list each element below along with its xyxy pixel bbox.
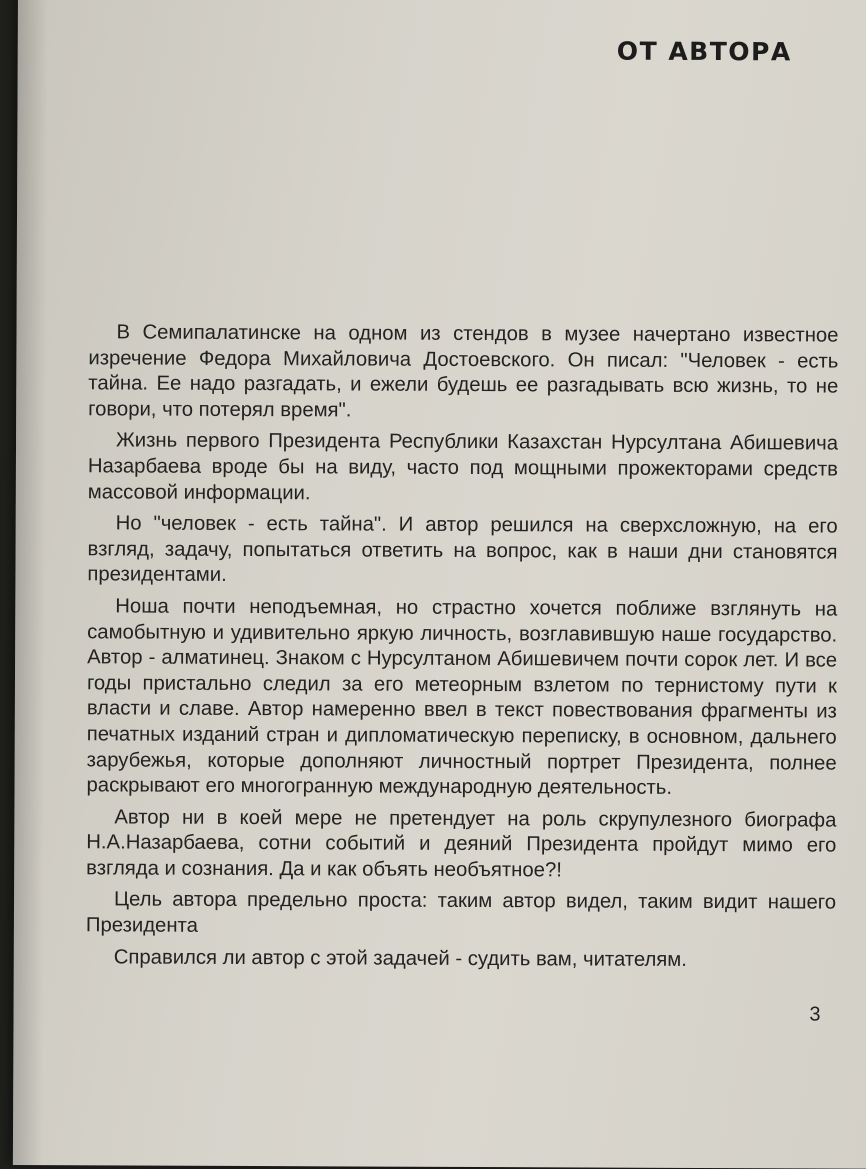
page-number: 3 <box>809 1003 821 1026</box>
paragraph: В Семипалатинске на одном из стендов в музее начертано известное изречение Федора Михайловича Достоевского. Он писал: "Человек - есть тайна. Ее надо разгадать, и ежели будешь ее разгадывать всю жизнь, то не говори, что потерял время". <box>88 321 839 422</box>
section-title: ОТ АВТОРА <box>616 36 792 67</box>
paragraph: Но "человек - есть тайна". И автор решился на сверхсложную, на его взгляд, задачу, попытаться ответить на вопрос, как в наши дни становятся президентами. <box>87 512 838 587</box>
body-text <box>86 320 839 980</box>
paragraph: Ноша почти неподъемная, но страстно хочется поближе взглянуть на самобытную и удивительно яркую личность, возглавившую наше государство. Автор - алматинец. Знаком с Нурсултаном Абишевичем почти сорок лет. И все годы пристально следил за его метеорным взлетом по тернистому пути к власти и славе. Автор намеренно ввел в текст повествования фрагменты из печатных изданий стран и дипломатическую переписку, в основном, дальнего зарубежья, которые дополняют личностный портрет Президента, полнее раскрывают его многогранную международную деятельность. <box>86 595 838 799</box>
paragraph: Жизнь первого Президента Республики Казахстан Нурсултана Абишевича Назарбаева вроде бы на виду, часто под мощными прожекторами средств массовой информации. <box>87 429 839 504</box>
paragraph: Справился ли автор с этой задачей - судить вам, читателям. <box>113 946 687 971</box>
paragraph: Автор ни в коей мере не претендует на роль скрупулезного биографа Н.А.Назарбаева, сотни событий и деяний Президента пройдут мимо его взгляда и сознания. Да и как объять необъятное?! <box>86 806 837 882</box>
binding-shadow <box>13 0 48 1165</box>
book-page <box>13 0 866 1169</box>
paragraph: Цель автора предельно проста: таким автор видел, таким видит нашего Президента <box>85 888 837 937</box>
